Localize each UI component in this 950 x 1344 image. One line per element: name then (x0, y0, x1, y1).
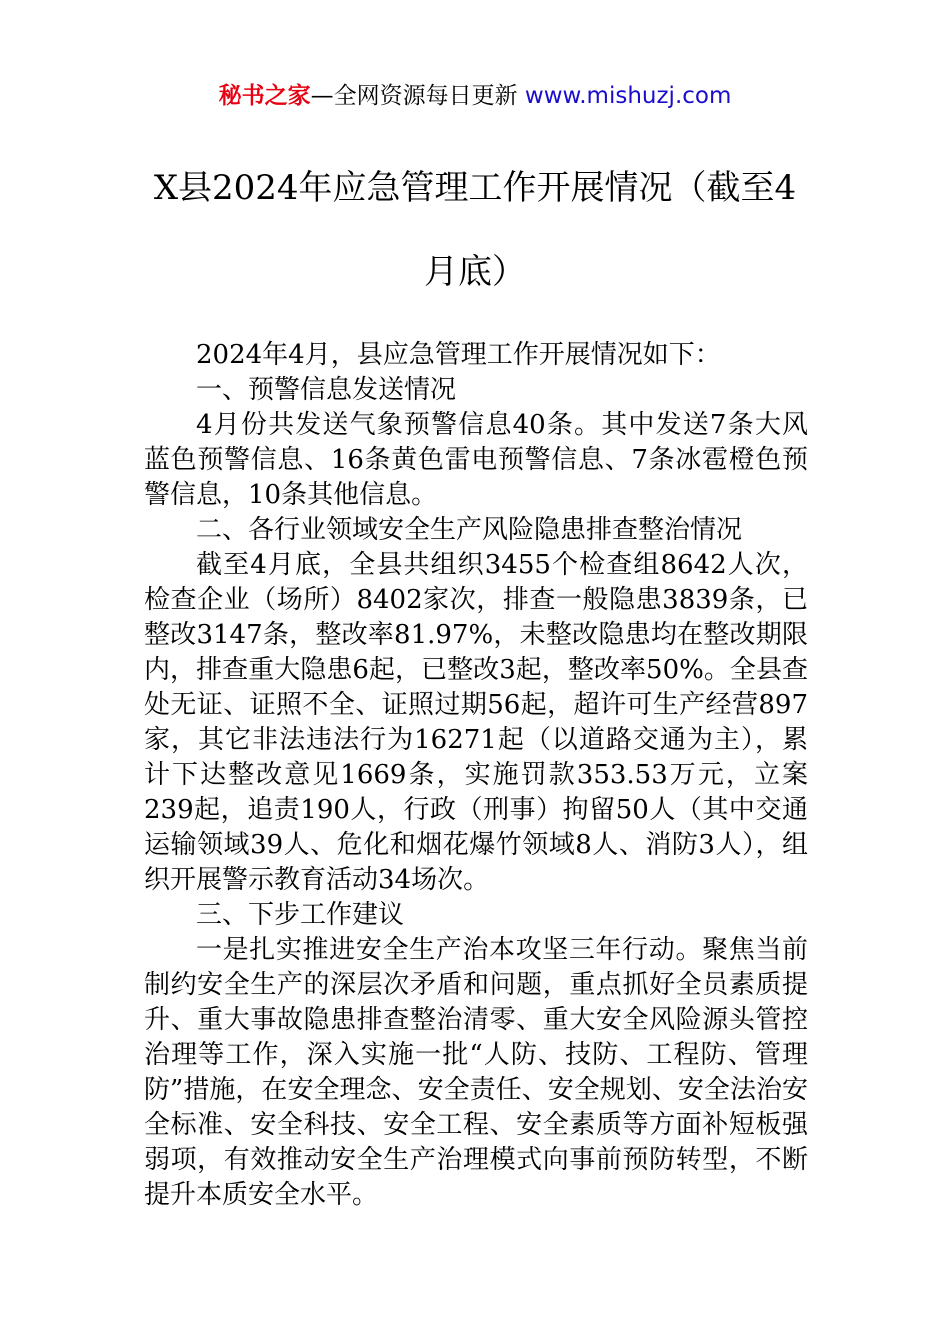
section-heading-hazard-inspection: 二、各行业领域安全生产风险隐患排查整治情况 (196, 515, 743, 545)
brand-name: 秘书之家 (218, 83, 311, 109)
site-banner (0, 80, 950, 112)
section-heading-next-steps: 三、下步工作建议 (196, 900, 405, 930)
document-title: X县2024年应急管理工作开展情况（截至4月底） (153, 168, 797, 292)
warning-info-paragraph: 4月份共发送气象预警信息40条。其中发送7条大风蓝色预警信息、16条黄色雷电预警信息、7条冰雹橙色预警信息，10条其他信息。 (144, 410, 808, 510)
document-body (144, 338, 808, 1213)
site-url-link[interactable]: www.mishuzj.com (524, 83, 732, 109)
intro-paragraph: 2024年4月，县应急管理工作开展情况如下： (196, 340, 721, 370)
section-heading-warning-info: 一、预警信息发送情况 (196, 375, 457, 405)
banner-tagline: —全网资源每日更新 (310, 83, 525, 109)
next-steps-paragraph: 一是扎实推进安全生产治本攻坚三年行动。聚焦当前制约安全生产的深层次矛盾和问题，重点抓好全员素质提升、重大事故隐患排查整治清零、重大安全风险源头管控治理等工作，深入实施一批“人防、技防、工程防、管理防”措施，在安全理念、安全责任、安全规划、安全法治安全标准、安全科技、安全工程、安全素质等方面补短板强弱项，有效推动安全生产治理模式向事前预防转型，不断提升本质安全水平。 (144, 935, 808, 1210)
hazard-inspection-paragraph: 截至4月底，全县共组织3455个检查组8642人次，检查企业（场所）8402家次，排查一般隐患3839条，已整改3147条，整改率81.97%，未整改隐患均在整改期限内，排查重大隐患6起，已整改3起，整改率50%。全县查处无证、证照不全、证照过期56起，超许可生产经营897家，其它非法违法行为16271起（以道路交通为主），累计下达整改意见1669条，实施罚款353.53万元，立案239起，追责190人，行政（刑事）拘留50人（其中交通运输领域39人、危化和烟花爆竹领域8人、消防3人），组织开展警示教育活动34场次。 (144, 550, 808, 895)
